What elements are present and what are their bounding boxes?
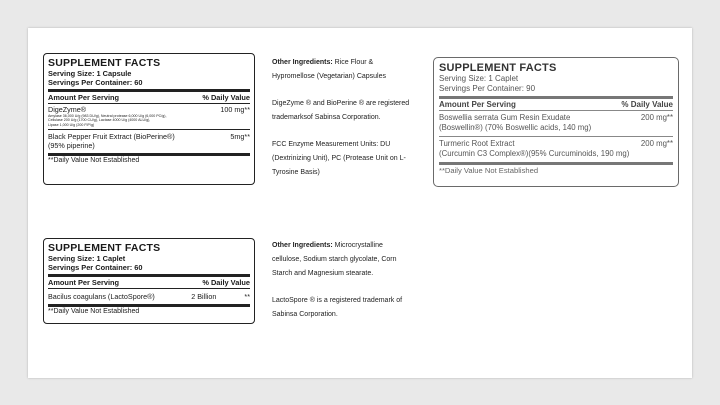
document-page [28,28,692,378]
other-ingredients-label: Other Ingredients: [272,242,333,249]
servings-per-container: Servings Per Container: 60 [48,263,143,272]
supplement-facts-panel-boswellia [433,57,679,187]
serving-size: Serving Size: 1 Capsule [48,69,132,78]
ingredients-text-lactospore: Other Ingredients: Microcrystalline cellulose, Sodium starch glycolate, Corn Starch and Magnesium stearate. LactoSpore ® is a registered trademark of Sabinsa Corporation. [272,239,412,335]
footnote: **Daily Value Not Established [48,308,140,315]
serving-size: Serving Size: 1 Caplet [48,254,126,263]
serving-size: Serving Size: 1 Caplet [439,74,519,83]
trademark-note: LactoSpore ® is a registered trademark of Sabinsa Corporation. [272,297,403,318]
table-row-turmeric: Turmeric Root Extract (Curcumin C3 Complex®)(95% Curcuminoids, 190 mg) 200 mg** [439,139,673,158]
other-ingredients-label: Other Ingredients: [272,59,333,66]
table-row-lactospore: Bacilus coagulans (LactoSpore®) 2 Billion ** [48,292,250,301]
ingredients-text-digezyme: Other Ingredients: Rice Flour & Hypromellose (Vegetarian) Capsules DigeZyme ® and BioPerine ® are registered trademarksof Sabinsa Corporation. FCC Enzyme Measurement Units: DU (Dextrinizing Unit), PC (Protease Unit on L-Tyrosine Basis) [272,56,412,193]
trademark-note: DigeZyme ® and BioPerine ® are registered trademarksof Sabinsa Corporation. [272,100,410,121]
panel-title: SUPPLEMENT FACTS [48,242,161,254]
table-row-bioperine: Black Pepper Fruit Extract (BioPerine®) (95% piperine) 5mg** [48,131,250,150]
panel-title: SUPPLEMENT FACTS [48,57,161,69]
enzyme-details: Amylase 36,000 U/g (983 DU/g), Neutral protease 6,000 U/g (6,000 PC/g), Cellulase 200 U/g (1700 CU/g), Lactase 4000 U/g (4000 ALU/g), Lipase 1,000 U/g (200 FIP/g) [48,114,167,127]
servings-per-container: Servings Per Container: 60 [48,78,143,87]
footnote: **Daily Value Not Established [439,166,539,175]
servings-per-container: Servings Per Container: 90 [439,84,536,93]
table-header: Amount Per Serving % Daily Value [48,93,250,102]
enzyme-units-note: FCC Enzyme Measurement Units: DU (Dextrinizing Unit), PC (Protease Unit on L-Tyrosine Basis) [272,141,406,176]
table-header: Amount Per Serving % Daily Value [48,278,250,287]
supplement-facts-panel-lactospore [43,238,255,324]
panel-title: SUPPLEMENT FACTS [439,62,557,74]
table-row-digezyme: DigeZyme® 100 mg** [48,105,250,114]
table-header: Amount Per Serving % Daily Value [439,100,673,109]
supplement-facts-panel-digezyme [43,53,255,185]
table-row-boswellia: Boswellia serrata Gum Resin Exudate (Boswellin®) (70% Boswellic acids, 140 mg) 200 mg** [439,113,673,132]
footnote: **Daily Value Not Established [48,156,140,164]
